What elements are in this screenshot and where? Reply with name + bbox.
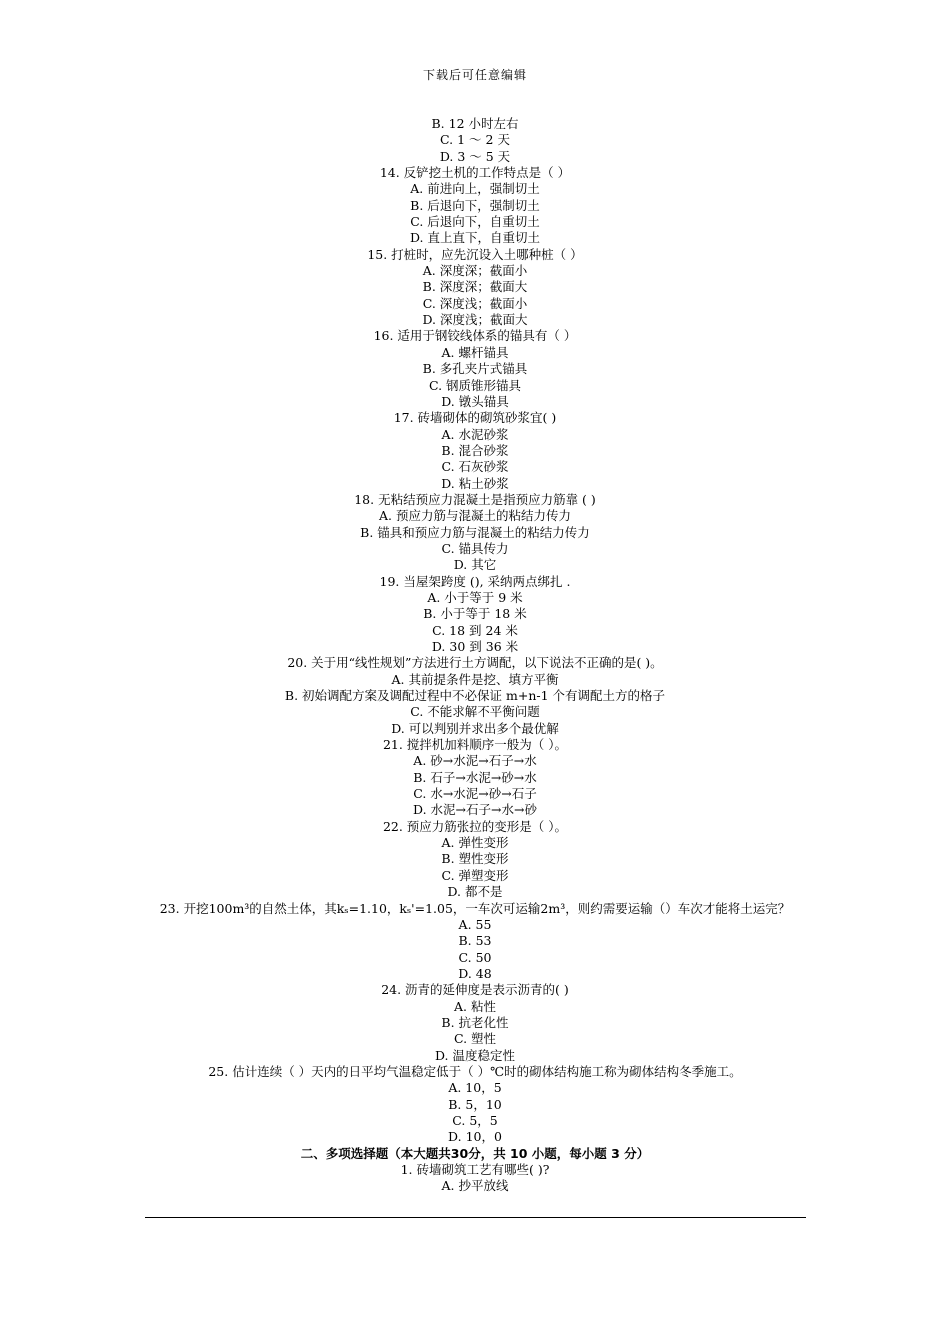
option-line: C. 石灰砂浆 [441,459,509,475]
question-15: 15. 打桩时，应先沉设入土哪种桩（ ） [367,246,583,262]
option-line: C. 5，5 [452,1112,498,1128]
option-line: D. 30 到 36 米 [431,639,519,654]
question-23: 23. 开挖100m³的自然土体，其kₛ=1.10，kₛ'=1.05，一车次可运输2m³，则约需要运输（）车次才能将土运完？ [159,900,791,916]
option-line: D. 3 ～ 5 天 [439,148,511,164]
option-line: B. 塑性变形 [441,851,509,867]
option-line: D. 可以判别并求出多个最优解 [391,720,559,736]
question-17: 17. 砖墙砌体的砌筑砂浆宜( ) [393,410,557,426]
option-line: B. 小于等于 18 米 [423,606,527,622]
option-line: D. 水泥→石子→水→砂 [413,802,537,818]
option-line: A. 深度深；截面小 [422,263,528,279]
option-line: B. 53 [458,933,492,949]
option-line: B. 5，10 [448,1096,502,1112]
option-line: B. 多孔夹片式锚具 [422,361,528,377]
option-line: A. 预应力筋与混凝土的粘结力传力 [379,508,571,524]
option-line: A. 前进向上，强制切土 [410,181,540,197]
question-line: 1. 砖墙砌筑工艺有哪些( )? [400,1162,550,1177]
section-heading: 二、多项选择题（本大题共30分，共 10 小题，每小题 3 分） [300,1145,650,1161]
option-line: D. 都不是 [447,884,503,900]
option-line: C. 18 到 24 米 [432,622,518,638]
question-24: 24. 沥青的延伸度是表示沥青的( ) [381,982,569,998]
question-18: 18. 无粘结预应力混凝土是指预应力筋靠 ( ) [354,491,596,507]
option-line: A. 砂→水泥→石子→水 [413,753,537,769]
option-line: A. 抄平放线 [441,1178,509,1194]
footer-rule [145,1217,806,1218]
option-line: D. 深度浅；截面大 [422,312,528,328]
document-body [145,116,805,1195]
option-line: D. 48 [458,965,492,981]
option-line: B. 后退向下，强制切土 [410,197,540,213]
option-line: C. 钢质锥形锚具 [428,377,522,393]
option-line: C. 不能求解不平衡问题 [410,704,540,720]
option-line: A. 粘性 [454,998,496,1014]
option-line: D. 其它 [453,557,497,573]
option-line: D. 直上直下，自重切土 [409,230,541,246]
option-line: D. 粘土砂浆 [441,475,509,491]
option-line: C. 锚具传力 [441,540,509,556]
option-line: C. 水→水泥→砂→石子 [413,786,537,802]
option-line: A. 螺杆锚具 [441,344,509,360]
question-22: 22. 预应力筋张拉的变形是（ ）。 [382,818,568,834]
option-line: B. 12 小时左右 [431,116,519,131]
option-line: D. 温度稳定性 [434,1047,516,1063]
option-line: A. 55 [458,916,492,932]
option-line: C. 50 [458,949,492,965]
option-line: B. 锚具和预应力筋与混凝土的粘结力传力 [360,524,590,540]
option-line: A. 水泥砂浆 [441,426,509,442]
option-line: B. 抗老化性 [441,1014,509,1030]
option-line: A. 弹性变形 [441,835,509,851]
page-header: 下载后可任意编辑 [422,68,527,82]
option-line: C. 1 ～ 2 天 [440,132,510,148]
option-line: B. 深度深；截面大 [422,279,528,295]
option-line: A. 10，5 [448,1080,502,1096]
option-line: C. 塑性 [453,1031,497,1047]
question-21: 21. 搅拌机加料顺序一般为（ ）。 [382,737,568,753]
option-line: C. 弹塑变形 [441,867,509,883]
option-line: C. 深度浅；截面小 [422,295,528,311]
question-20: 20. 关于用“线性规划”方法进行土方调配，以下说法不正确的是( )。 [287,655,663,671]
question-16: 16. 适用于钢铰线体系的锚具有（ ） [373,328,577,344]
option-line: B. 初始调配方案及调配过程中不必保证 m+n-1 个有调配土方的格子 [284,688,666,704]
option-line: A. 其前提条件是挖、填方平衡 [391,671,559,687]
question-25: 25. 估计连续（ ）天内的日平均气温稳定低于（ ）℃时的砌体结构施工称为砌体结构冬季施工。 [208,1063,742,1079]
option-line: A. 小于等于 9 米 [427,589,523,605]
option-line: D. 10，0 [448,1129,502,1145]
question-19: 19. 当屋架跨度 (), 采纳两点绑扎 . [379,573,571,589]
option-line: D. 镦头锚具 [441,393,509,409]
option-line: C. 后退向下，自重切土 [410,214,540,230]
option-line: B. 石子→水泥→砂→水 [413,769,537,785]
option-line: B. 混合砂浆 [441,442,509,458]
question-14: 14. 反铲挖土机的工作特点是（ ） [379,165,571,181]
